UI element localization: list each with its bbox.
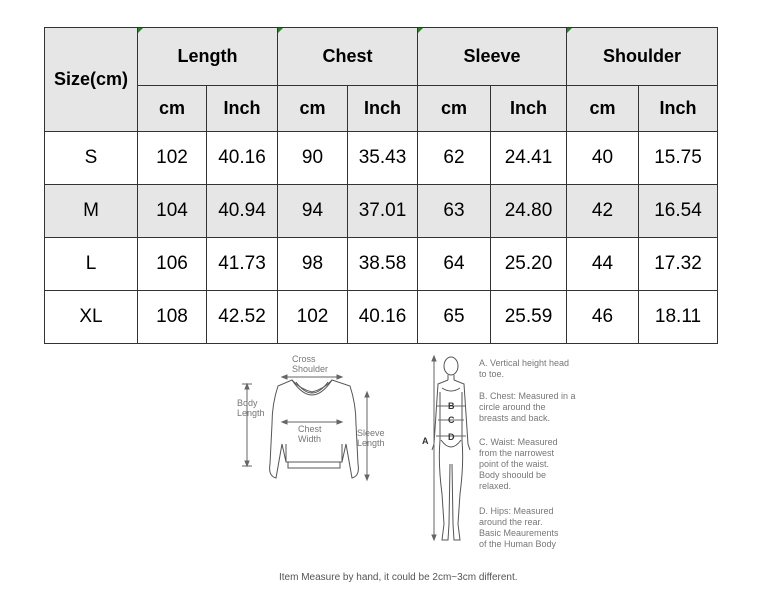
- length-group-header: [138, 28, 278, 86]
- table-row: [45, 185, 718, 238]
- table-cell: 16.54: [639, 185, 718, 238]
- table-cell: 44: [567, 238, 639, 291]
- table-cell: 40.16: [348, 291, 418, 344]
- sleeve-length-label: Sleeve Length: [357, 428, 385, 448]
- shoulder-header-label: Shoulder: [602, 46, 681, 66]
- table-cell: 62: [418, 132, 491, 185]
- unit-header: cm: [418, 86, 491, 132]
- table-cell: 63: [418, 185, 491, 238]
- size-cell: M: [45, 185, 138, 238]
- human-figure-drawing: [432, 357, 470, 540]
- length-header-label: Length: [177, 46, 238, 66]
- unit-header: Inch: [491, 86, 567, 132]
- size-cell: S: [45, 132, 138, 185]
- unit-header: cm: [278, 86, 348, 132]
- sleeve-group-header: [418, 28, 567, 86]
- marker-a: A: [422, 436, 429, 446]
- table-cell: 104: [138, 185, 207, 238]
- table-cell: 94: [278, 185, 348, 238]
- table-cell: 106: [138, 238, 207, 291]
- note-d: D. Hips: Measured around the rear. Basic Meaurements of the Human Body: [479, 506, 559, 549]
- table-cell: 108: [138, 291, 207, 344]
- table-cell: 18.11: [639, 291, 718, 344]
- size-column-header: Size(cm): [45, 28, 138, 132]
- note-a: A. Vertical height head to toe.: [479, 358, 570, 379]
- marker-b: B: [448, 401, 455, 411]
- size-cell: L: [45, 238, 138, 291]
- table-row: [45, 238, 718, 291]
- table-cell: 40: [567, 132, 639, 185]
- table-cell: 42.52: [207, 291, 278, 344]
- measurement-guide: [0, 344, 762, 612]
- table-cell: 24.80: [491, 185, 567, 238]
- table-cell: 15.75: [639, 132, 718, 185]
- unit-header: Inch: [348, 86, 418, 132]
- chest-group-header: [278, 28, 418, 86]
- table-row: [45, 291, 718, 344]
- table-cell: 41.73: [207, 238, 278, 291]
- table-cell: 42: [567, 185, 639, 238]
- table-cell: 25.20: [491, 238, 567, 291]
- table-cell: 37.01: [348, 185, 418, 238]
- body-length-label: Body Length: [237, 398, 265, 418]
- table-cell: 46: [567, 291, 639, 344]
- unit-header: Inch: [207, 86, 278, 132]
- sleeve-header-label: Sleeve: [463, 46, 521, 66]
- table-cell: 102: [138, 132, 207, 185]
- table-cell: 24.41: [491, 132, 567, 185]
- table-cell: 40.94: [207, 185, 278, 238]
- table-cell: 102: [278, 291, 348, 344]
- note-c: C. Waist: Measured from the narrowest point of the waist. Body shoould be relaxed.: [479, 437, 558, 491]
- cross-shoulder-label: Cross Shoulder: [292, 354, 329, 374]
- table-cell: 98: [278, 238, 348, 291]
- table-cell: 90: [278, 132, 348, 185]
- unit-header: Inch: [639, 86, 718, 132]
- size-cell: XL: [45, 291, 138, 344]
- table-row: [45, 132, 718, 185]
- measurement-disclaimer: Item Measure by hand, it could be 2cm~3cm different.: [279, 572, 518, 583]
- unit-header: cm: [138, 86, 207, 132]
- table-cell: 65: [418, 291, 491, 344]
- note-b: B. Chest: Measured in a circle around the breasts and back.: [479, 391, 576, 423]
- table-cell: 17.32: [639, 238, 718, 291]
- chest-header-label: Chest: [322, 46, 373, 66]
- size-chart-table: [44, 27, 718, 344]
- table-cell: 64: [418, 238, 491, 291]
- marker-d: D: [448, 432, 455, 442]
- table-cell: 25.59: [491, 291, 567, 344]
- chest-width-label: Chest Width: [298, 424, 322, 444]
- table-cell: 40.16: [207, 132, 278, 185]
- unit-header: cm: [567, 86, 639, 132]
- shoulder-group-header: [567, 28, 718, 86]
- table-cell: 38.58: [348, 238, 418, 291]
- marker-c: C: [448, 415, 455, 425]
- table-cell: 35.43: [348, 132, 418, 185]
